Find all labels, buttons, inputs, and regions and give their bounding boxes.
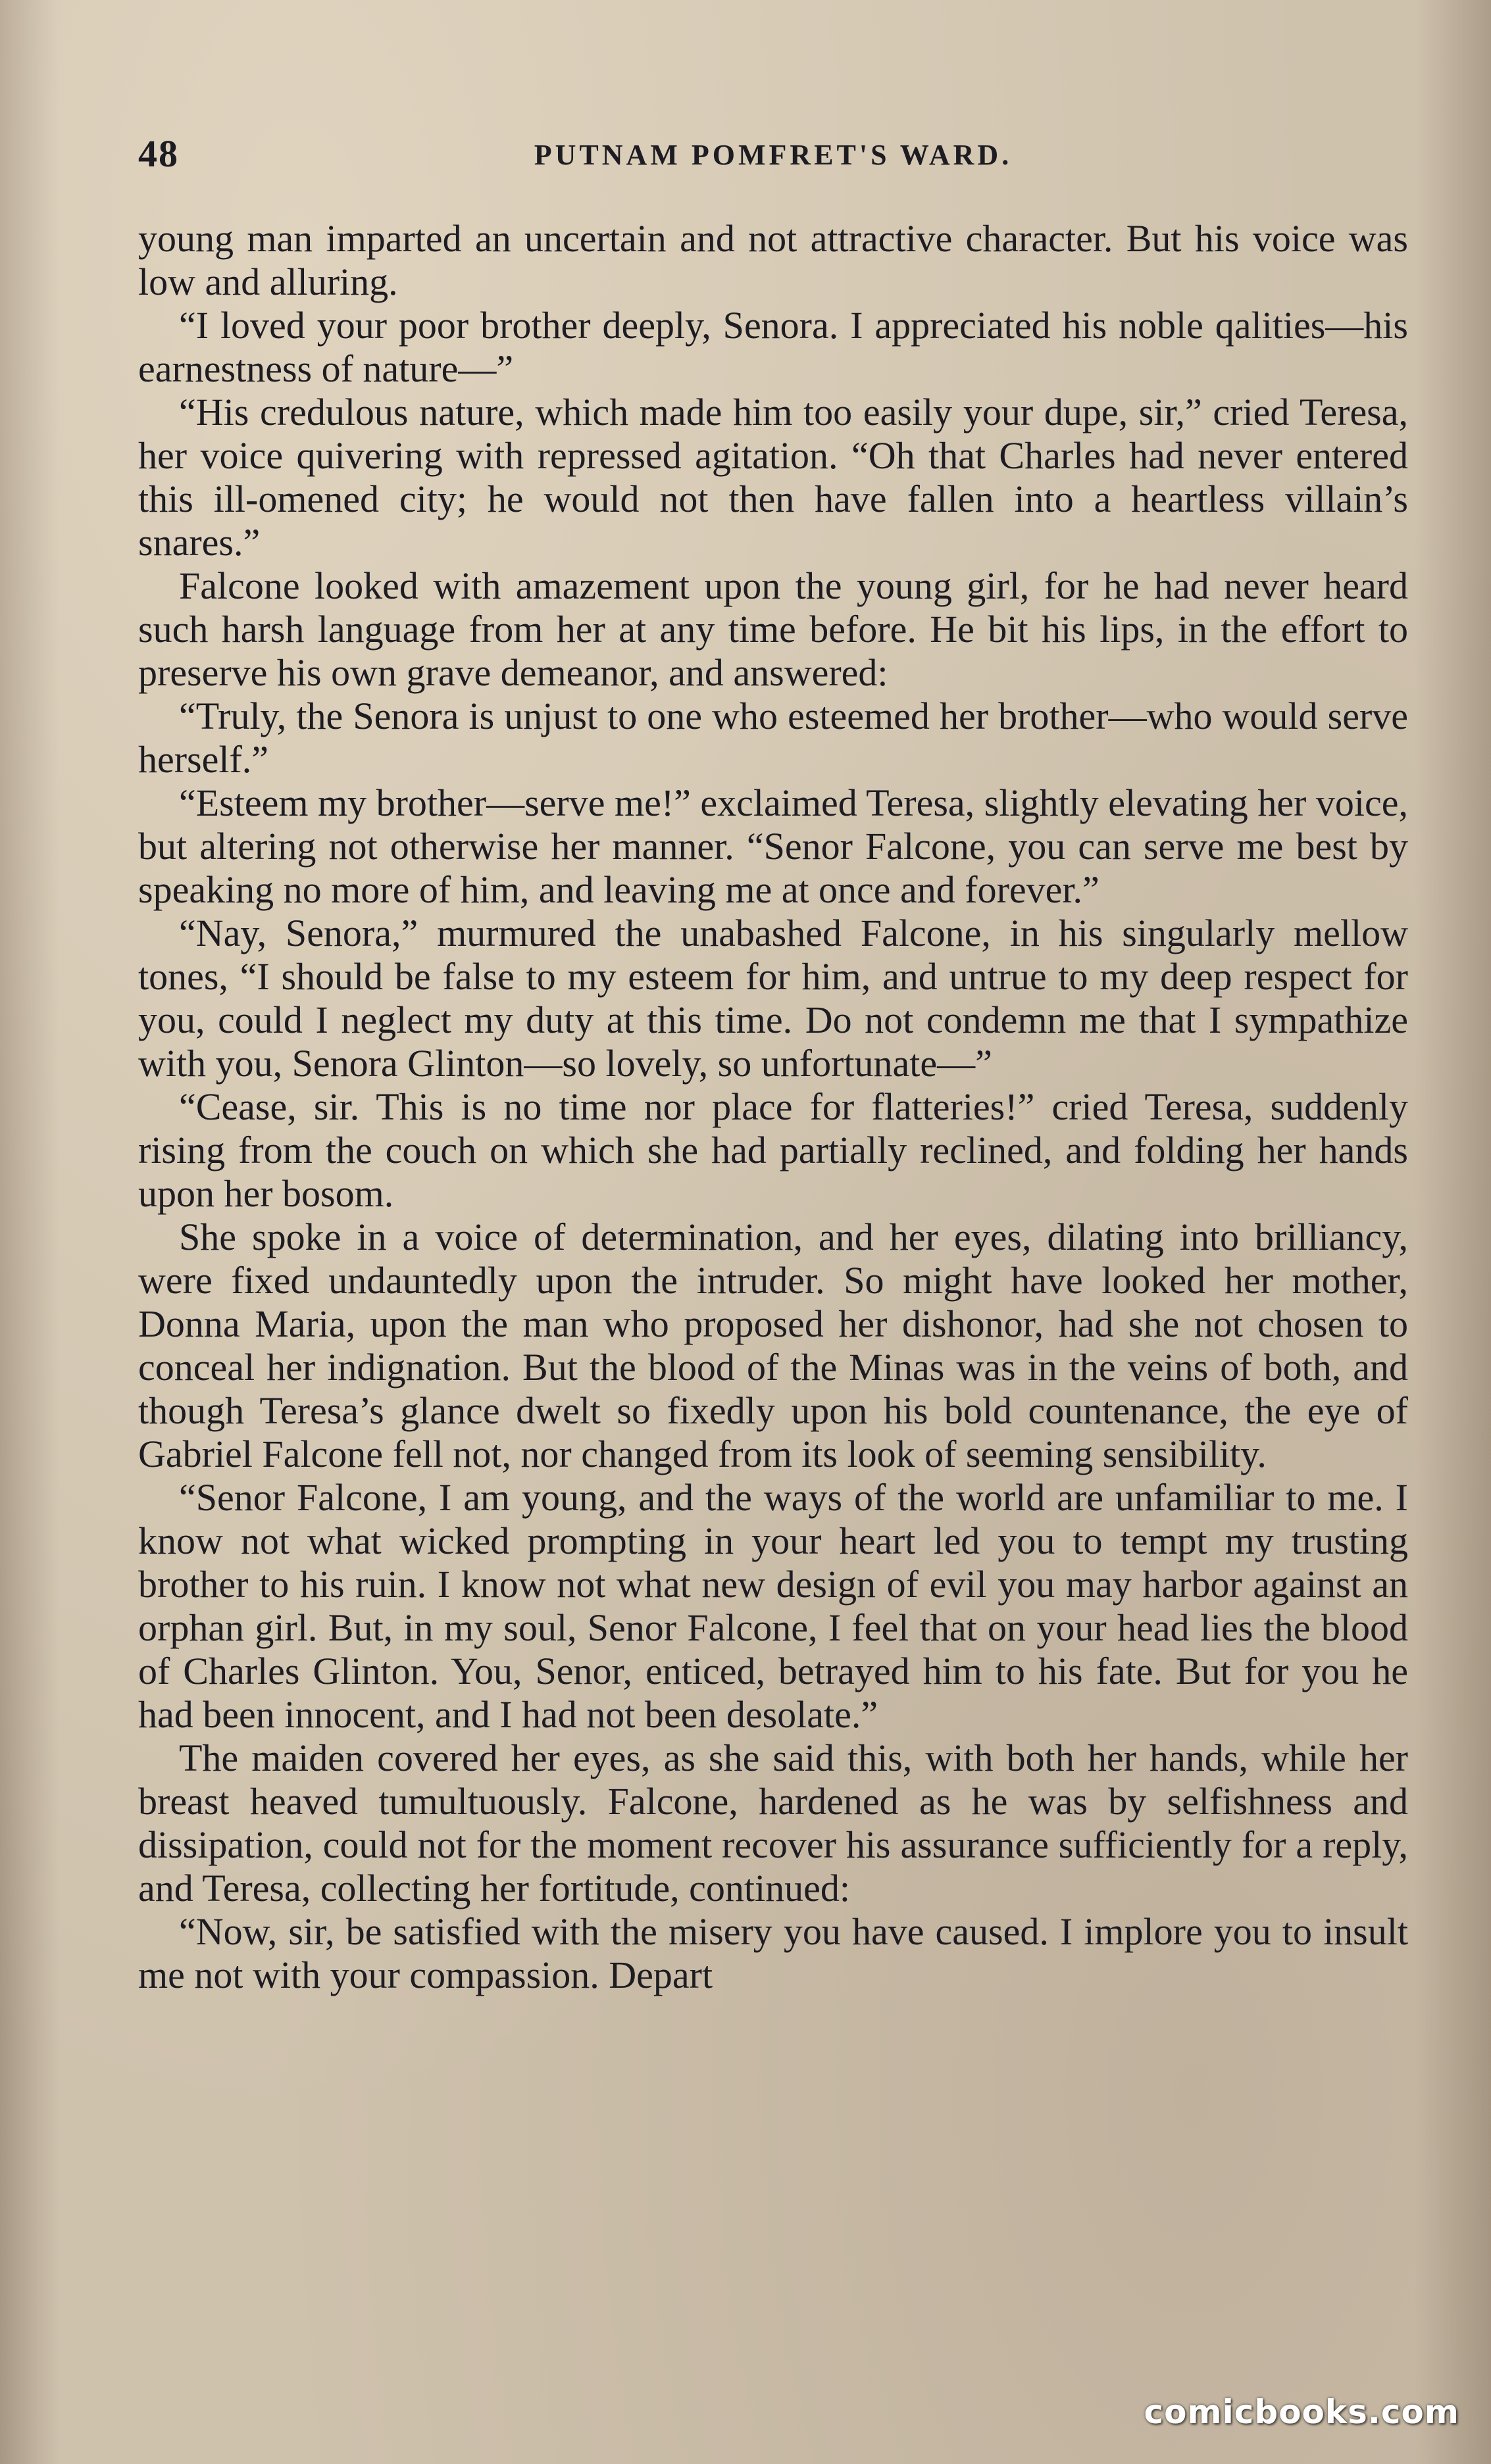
site-watermark: comicbooks.com [1144,2393,1459,2431]
paragraph: “I loved your poor brother deeply, Senora. I appreciated his noble qalities—his earnestness of nature—” [138,304,1408,390]
paragraph: “Senor Falcone, I am young, and the ways of the world are unfamiliar to me. I know not what wicked prompting in your heart led you to tempt my trusting brother to his ruin. I know not what new design of evil you may harbor against an orphan girl. But, in my soul, Senor Falcone, I feel that on your head lies the blood of Charles Glinton. You, Senor, enticed, betrayed him to his fate. But for you he had been innocent, and I had not been desolate.” [138,1476,1408,1736]
paragraph: “Truly, the Senora is unjust to one who esteemed her brother—who would serve herself.” [138,695,1408,781]
paragraph: young man imparted an uncertain and not attractive character. But his voice was low and alluring. [138,217,1408,303]
paragraph: “Esteem my brother—serve me!” exclaimed Teresa, slightly elevating her voice, but altering not otherwise her manner. “Senor Falcone, you can serve me best by speaking no more of him, and leaving me at once and forever.” [138,781,1408,911]
paragraph: Falcone looked with amazement upon the young girl, for he had never heard such harsh language from her at any time before. He bit his lips, in the effort to preserve his own grave demeanor, and answered: [138,564,1408,694]
paragraph: “Now, sir, be satisfied with the misery you have caused. I implore you to insult me not with your compassion. Depart [138,1910,1408,1996]
body-text [138,217,1408,1997]
page-number: 48 [138,132,179,175]
page-header [138,132,1408,178]
paragraph: The maiden covered her eyes, as she said this, with both her hands, while her breast heaved tumultuously. Falcone, hardened as he was by selfishness and dissipation, could not for the moment recover his assurance sufficiently for a reply, and Teresa, collecting her fortitude, continued: [138,1737,1408,1910]
running-title: PUTNAM POMFRET'S WARD. [534,139,1013,171]
paragraph: She spoke in a voice of determination, and her eyes, dilating into brilliancy, were fixed undauntedly upon the intruder. So might have looked her mother, Donna Maria, upon the man who proposed her dishonor, had she not chosen to conceal her indignation. But the blood of the Minas was in the veins of both, and though Teresa’s glance dwelt so fixedly upon his bold countenance, the eye of Gabriel Falcone fell not, nor changed from its look of seeming sensibility. [138,1216,1408,1475]
paragraph: “His credulous nature, which made him too easily your dupe, sir,” cried Teresa, her voice quivering with repressed agitation. “Oh that Charles had never entered this ill-omened city; he would not then have fallen into a heartless villain’s snares.” [138,391,1408,564]
paragraph: “Nay, Senora,” murmured the unabashed Falcone, in his singularly mellow tones, “I should be false to my esteem for him, and untrue to my deep respect for you, could I neglect my duty at this time. Do not condemn me that I sympathize with you, Senora Glinton—so lovely, so unfortunate—” [138,912,1408,1085]
paragraph: “Cease, sir. This is no time nor place for flatteries!” cried Teresa, suddenly rising from the couch on which she had partially reclined, and folding her hands upon her bosom. [138,1085,1408,1215]
